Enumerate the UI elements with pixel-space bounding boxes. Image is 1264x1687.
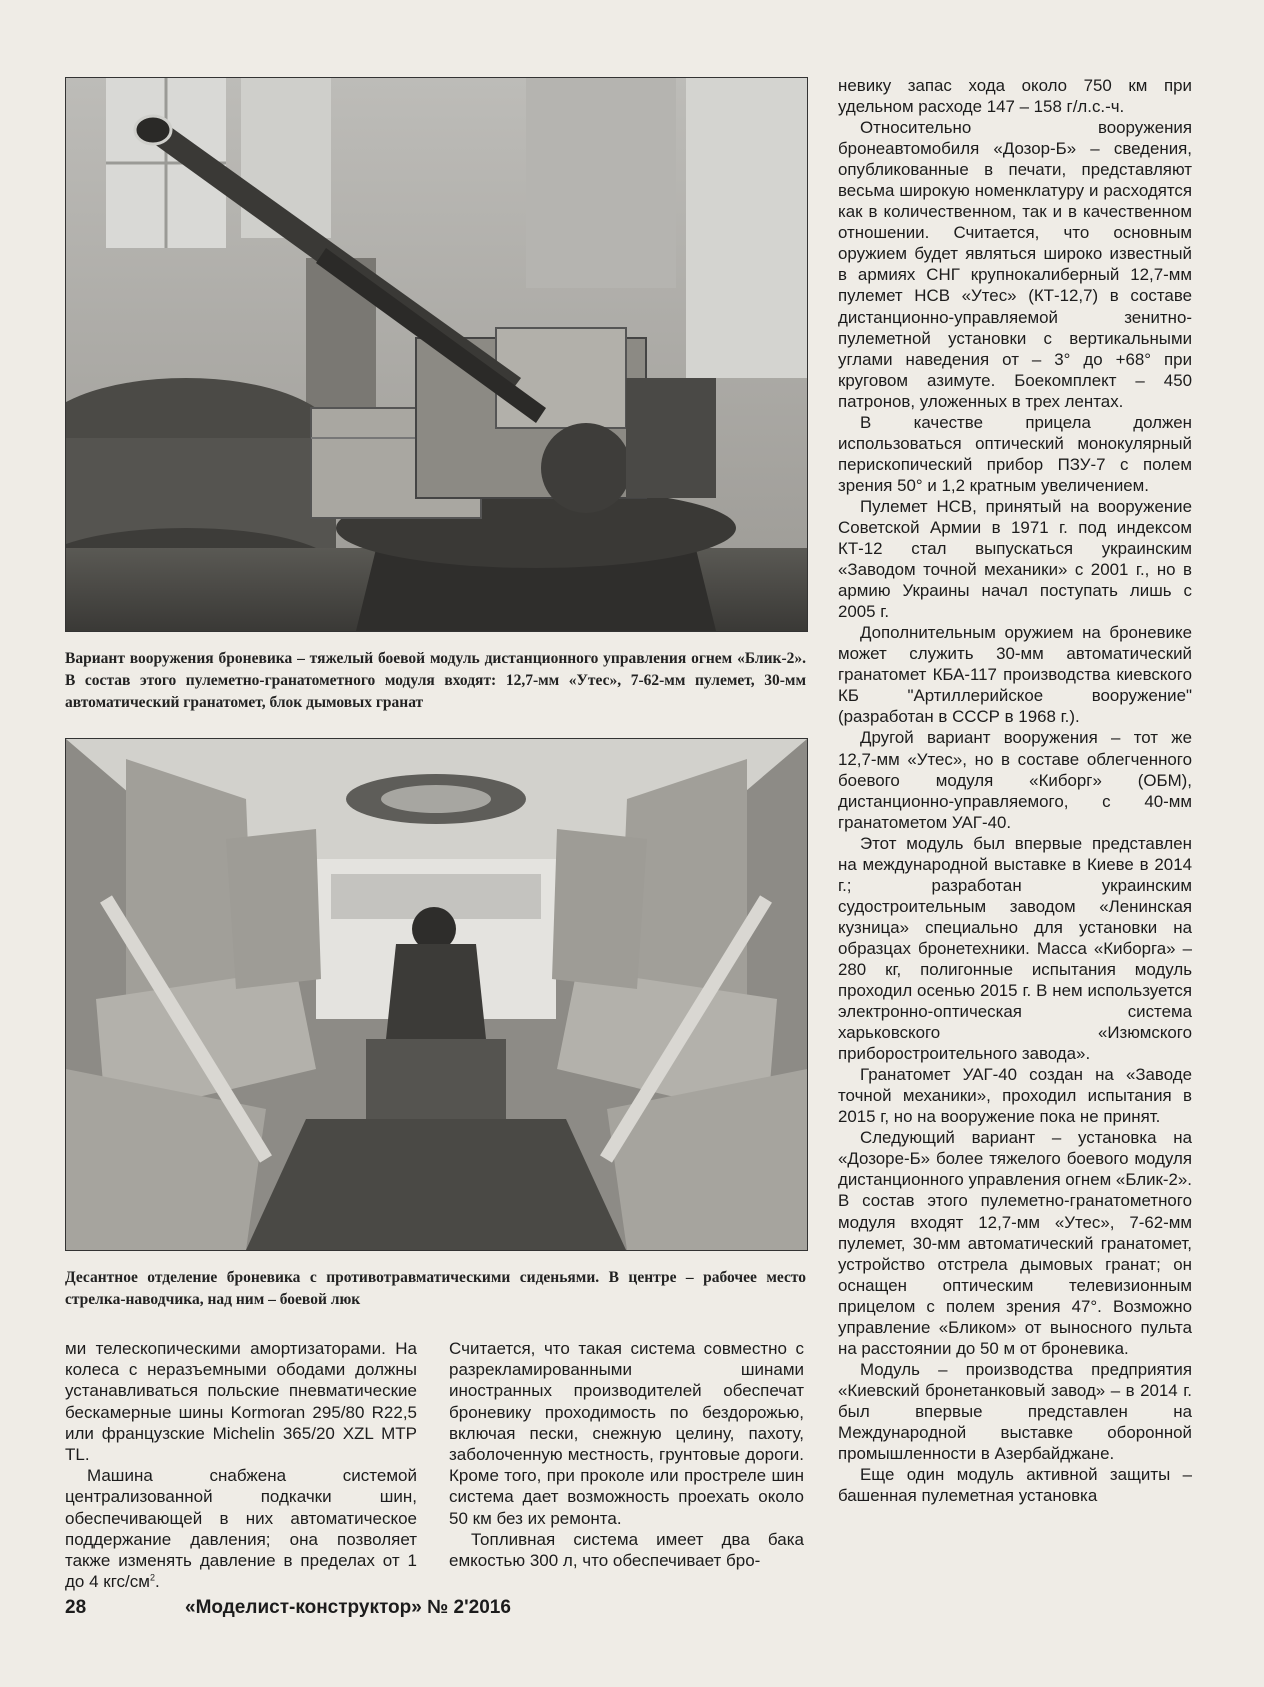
magazine-title: «Моделист-конструктор» № 2'2016 — [185, 1597, 511, 1618]
cabin-photo — [65, 738, 808, 1251]
page-number: 28 — [65, 1597, 87, 1618]
paragraph: В качестве прицела должен использоваться оптический монокулярный перископический прибор ПЗУ-7 с полем зрения 50° и 1,2 кратным увеличением. — [838, 412, 1192, 495]
paragraph: Другой вариант вооружения – тот же 12,7-мм «Утес», но в составе облегченного боевого модуля «Киборг» (ОБМ), дистанционно-управляемого, с 40-мм гранатометом УАГ-40. — [838, 728, 1192, 832]
cabin-illustration — [66, 739, 807, 1250]
turret-photo — [65, 77, 808, 632]
paragraph: Модуль – производства предприятия «Киевский бронетанковый завод» – в 2014 г. был впервые представлен на Международной выставке оборонной промышленности в Азербайджане. — [838, 1359, 1192, 1464]
paragraph: ми телескопическими амортизаторами. На колеса с неразъемными ободами должны устанавливаться польские пневматические бескамерные шины Kormoran 295/80 R22,5 или французские Michelin 365/20 XZL MTP TL. — [65, 1339, 417, 1465]
text-column-left — [65, 1338, 417, 1592]
photo-caption-top: Вариант вооружения броневика – тяжелый боевой модуль дистанционного управления огнем «Блик-2». В состав этого пулеметно-гранатометного модуля входят: 12,7-мм «Утес», 7-62-мм пулемет, 30-мм автоматический гранатомет, блок дымовых гранат — [65, 650, 806, 711]
paragraph: Следующий вариант – установка на «Дозоре-Б» более тяжелого боевого модуля дистанционного управления огнем «Блик-2». В состав этого пулеметно-гранатометного модуля входят 12,7-мм «Утес», 7-62-мм пулемет, 30-мм автоматический гранатомет, устройство отстрела дымовых гранат; он оснащен оптическим телевизионным прицелом с полем зрения 47°. Возможно управление «Бликом» от выносного пульта на расстоянии до 50 м от броневика. — [838, 1128, 1192, 1358]
paragraph: невику запас хода около 750 км при удельном расходе 147 – 158 г/л.с.-ч. — [838, 76, 1192, 117]
paragraph: Относительно вооружения бронеавтомобиля «Дозор-Б» – сведения, опубликованные в печати, представляют весьма широкую номенклатуру и расходятся как в количественном, так и в качественном отношении. Считается, что основным оружием будет являться широко известный в армиях СНГ крупнокалиберный 12,7-мм пулемет НСВ «Утес» (КТ-12,7) в составе дистанционно-управляемой зенитно-пулеметной установки с вертикальными углами наведения от – 3° до +68° при круговом азимуте. Боекомплект – 450 патронов, уложенных в трех лентах. — [838, 118, 1192, 411]
paragraph: Еще один модуль активной защиты – башенная пулеметная установка — [838, 1465, 1192, 1506]
turret-illustration — [66, 78, 807, 631]
photo-caption-bottom: Десантное отделение броневика с противотравматическими сиденьями. В центре – рабочее место стрелка-наводчика, над ним – боевой люк — [65, 1269, 806, 1308]
text-column-middle — [449, 1338, 804, 1571]
paragraph: Считается, что такая система совместно с разрекламированными шинами иностранных производителей обеспечат броневику проходимость по бездорожью, включая пески, снежную целину, пахоту, заболоченную местность, грунтовые дороги. Кроме того, при проколе или прострелe шин система дает возможность проехать около 50 км без их ремонта. — [449, 1339, 804, 1528]
paragraph: Машина снабжена системой централизованной подкачки шин, обеспечивающей в них автоматическое поддержание давления; она позволяет также изменять давление в пределах от 1 до 4 кгс/$см^2$. — [65, 1466, 417, 1592]
paragraph: Этот модуль был впервые представлен на международной выставке в Киеве в 2014 г.; разработан украинским судостроительным заводом «Ленинская кузница» специально для установки на образцах бронетехники. Масса «Киборга» – 280 кг, полигонные испытания модуль проходил осенью 2015 г. В нем используется электронно-оптическая система харьковского «Изюмского приборостроительного завода». — [838, 833, 1192, 1064]
paragraph: Гранатомет УАГ-40 создан на «Заводе точной механики», проходил испытания в 2015 г, но на вооружение пока не принят. — [838, 1065, 1192, 1127]
paragraph: Дополнительным оружием на броневике может служить 30-мм автоматический гранатомет КБА-117 производства киевского КБ "Артиллерийское вооружение" (разработан в СССР в 1968 г.). — [838, 623, 1192, 727]
text-column-right — [838, 75, 1192, 1506]
paragraph: Пулемет НСВ, принятый на вооружение Советской Армии в 1971 г. под индексом КТ-12 стал выпускаться украинским «Заводом точной механики» с 2001 г., но в армию Украины начал поступать лишь с 2005 г. — [838, 496, 1192, 622]
paragraph: Топливная система имеет два бака емкостью 300 л, что обеспечивает бро- — [449, 1529, 804, 1571]
